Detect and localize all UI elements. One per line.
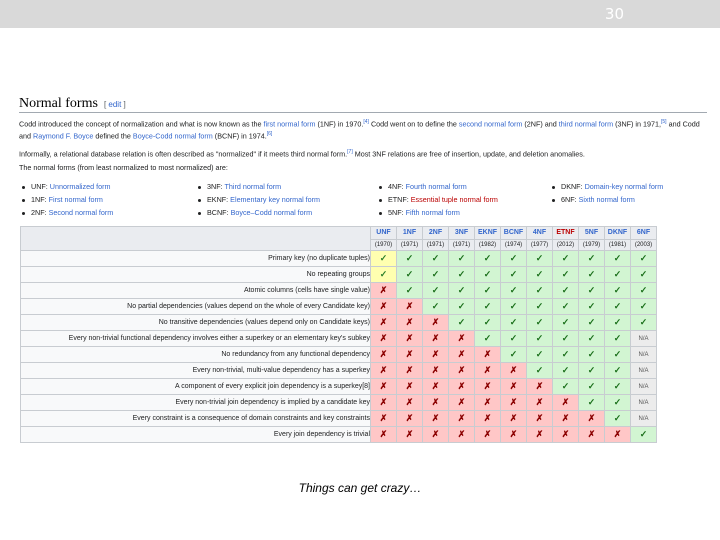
list-abbrev: 1NF: — [31, 195, 49, 204]
check-icon: ✓ — [631, 267, 657, 283]
list-link[interactable]: Third normal form — [224, 182, 282, 191]
cross-icon: ✗ — [423, 347, 449, 363]
list-abbrev: 5NF: — [388, 208, 406, 217]
cross-icon: ✗ — [423, 331, 449, 347]
cross-icon: ✗ — [397, 379, 423, 395]
list-item — [379, 180, 498, 193]
cross-icon: ✗ — [423, 427, 449, 443]
check-icon: ✓ — [423, 283, 449, 299]
check-icon: ✓ — [475, 331, 501, 347]
column-year: (1970) — [371, 240, 397, 251]
table-row — [21, 363, 657, 379]
cross-icon: ✗ — [397, 427, 423, 443]
cross-icon: ✗ — [371, 347, 397, 363]
cross-icon: ✗ — [475, 411, 501, 427]
cross-icon: ✗ — [371, 363, 397, 379]
link-raymond-boyce[interactable]: Raymond F. Boyce — [33, 131, 94, 141]
table-row — [21, 395, 657, 411]
bullet-dot — [22, 199, 25, 202]
bullet-dot — [22, 212, 25, 215]
section-title: Normal forms — [19, 96, 98, 111]
cross-icon: ✗ — [527, 379, 553, 395]
list-link[interactable]: Fifth normal form — [405, 208, 460, 217]
cross-icon: ✗ — [371, 379, 397, 395]
list-link[interactable]: Boyce–Codd normal form — [230, 208, 313, 217]
check-icon: ✓ — [631, 427, 657, 443]
list-abbrev: UNF: — [31, 182, 50, 191]
check-icon: ✓ — [605, 315, 631, 331]
text-run: Codd went on to define the — [368, 119, 459, 129]
column-header[interactable]: 6NF — [631, 227, 657, 240]
check-icon: ✓ — [605, 379, 631, 395]
row-label: No redundancy from any functional dependency — [21, 347, 371, 363]
na-cell: N/A — [631, 379, 657, 395]
check-icon: ✓ — [449, 267, 475, 283]
check-icon: ✓ — [579, 331, 605, 347]
column-year: (2003) — [631, 240, 657, 251]
list-intro: The normal forms (from least normalized to most normalized) are: — [19, 163, 228, 172]
text-run: (3NF) in 1971, — [613, 119, 662, 129]
check-icon: ✓ — [501, 283, 527, 299]
cross-icon: ✗ — [501, 363, 527, 379]
list-item — [22, 180, 113, 193]
cross-icon: ✗ — [449, 331, 475, 347]
table-row — [21, 299, 657, 315]
check-icon: ✓ — [501, 251, 527, 267]
column-header[interactable]: 1NF — [397, 227, 423, 240]
check-icon: ✓ — [579, 347, 605, 363]
check-icon: ✓ — [553, 251, 579, 267]
normal-forms-table — [20, 226, 657, 443]
check-icon: ✓ — [553, 331, 579, 347]
list-link[interactable]: Fourth normal form — [405, 182, 467, 191]
check-icon: ✓ — [579, 363, 605, 379]
header-blank — [21, 227, 371, 251]
table-row — [21, 315, 657, 331]
check-icon: ✓ — [527, 251, 553, 267]
cross-icon: ✗ — [423, 411, 449, 427]
check-icon: ✓ — [397, 251, 423, 267]
row-label: No repeating groups — [21, 267, 371, 283]
column-year: (1971) — [423, 240, 449, 251]
check-icon: ✓ — [631, 283, 657, 299]
check-icon: ✓ — [579, 251, 605, 267]
check-icon: ✓ — [475, 315, 501, 331]
bullet-dot — [379, 186, 382, 189]
check-icon: ✓ — [579, 395, 605, 411]
row-label: Every constraint is a consequence of domain constraints and key constraints — [21, 411, 371, 427]
cross-icon: ✗ — [475, 427, 501, 443]
check-icon: ✓ — [605, 347, 631, 363]
edit-link[interactable]: edit — [108, 100, 122, 109]
list-link[interactable]: Elementary key normal form — [230, 195, 321, 204]
row-label: Every non-trivial functional dependency involves either a superkey or an elementary key's subkey — [21, 331, 371, 347]
cross-icon: ✗ — [475, 379, 501, 395]
check-icon: ✓ — [605, 331, 631, 347]
check-icon: ✓ — [527, 267, 553, 283]
list-abbrev: EKNF: — [207, 195, 231, 204]
row-label: A component of every explicit join dependency is a superkey[8] — [21, 379, 371, 395]
list-link[interactable]: First normal form — [48, 195, 103, 204]
cross-icon: ✗ — [371, 315, 397, 331]
cross-icon: ✗ — [397, 395, 423, 411]
check-icon: ✓ — [579, 267, 605, 283]
bullet-column — [198, 180, 320, 219]
row-label: No transitive dependencies (values depend only on Candidate keys) — [21, 315, 371, 331]
cross-icon: ✗ — [397, 347, 423, 363]
informal-paragraph — [19, 147, 709, 159]
check-icon: ✓ — [501, 267, 527, 283]
check-icon: ✓ — [579, 379, 605, 395]
check-icon: ✓ — [579, 315, 605, 331]
slide-caption: Things can get crazy… — [298, 481, 422, 495]
check-icon: ✓ — [449, 299, 475, 315]
cross-icon: ✗ — [475, 395, 501, 411]
check-icon: ✓ — [527, 299, 553, 315]
column-header[interactable]: DKNF — [605, 227, 631, 240]
cross-icon: ✗ — [501, 379, 527, 395]
section-heading — [19, 96, 126, 112]
edit-link-wrapper: [ edit ] — [103, 100, 126, 109]
bullet-dot — [379, 199, 382, 202]
cross-icon: ✗ — [579, 411, 605, 427]
cross-icon: ✗ — [527, 395, 553, 411]
check-icon: ✓ — [397, 283, 423, 299]
cross-icon: ✗ — [449, 411, 475, 427]
link-third-normal-form[interactable]: third normal form — [558, 119, 614, 129]
table-row — [21, 251, 657, 267]
check-icon: ✓ — [527, 347, 553, 363]
check-icon: ✓ — [501, 299, 527, 315]
check-icon: ✓ — [475, 283, 501, 299]
cross-icon: ✗ — [553, 395, 579, 411]
cross-icon: ✗ — [527, 411, 553, 427]
check-icon: ✓ — [527, 315, 553, 331]
row-label: Every join dependency is trivial — [21, 427, 371, 443]
table-row — [21, 347, 657, 363]
bullet-dot — [198, 186, 201, 189]
list-item — [198, 206, 320, 219]
citation-link[interactable]: [5] — [661, 119, 667, 125]
list-abbrev: 6NF: — [561, 195, 579, 204]
column-header[interactable]: ETNF — [553, 227, 579, 240]
check-icon: ✓ — [553, 315, 579, 331]
bullet-dot — [198, 212, 201, 215]
row-label: No partial dependencies (values depend on the whole of every Candidate key) — [21, 299, 371, 315]
link-second-normal-form[interactable]: second normal form — [458, 119, 523, 129]
cross-icon: ✗ — [449, 347, 475, 363]
check-icon: ✓ — [397, 267, 423, 283]
list-item — [552, 180, 663, 193]
cross-icon: ✗ — [397, 331, 423, 347]
check-icon: ✓ — [605, 251, 631, 267]
heading-divider — [19, 112, 707, 113]
check-icon: ✓ — [605, 395, 631, 411]
list-item — [22, 193, 113, 206]
cross-icon: ✗ — [371, 427, 397, 443]
check-icon: ✓ — [553, 299, 579, 315]
check-icon: ✓ — [527, 363, 553, 379]
cross-icon: ✗ — [371, 283, 397, 299]
text-run: (2NF) and — [522, 119, 559, 129]
bullet-dot — [198, 199, 201, 202]
na-cell: N/A — [631, 395, 657, 411]
check-icon: ✓ — [423, 251, 449, 267]
list-abbrev: 3NF: — [207, 182, 225, 191]
na-cell: N/A — [631, 411, 657, 427]
check-icon: ✓ — [449, 315, 475, 331]
list-abbrev: 2NF: — [31, 208, 49, 217]
bullet-dot — [379, 212, 382, 215]
check-icon: ✓ — [605, 299, 631, 315]
link-first-normal-form[interactable]: first normal form — [263, 119, 316, 129]
check-icon: ✓ — [631, 315, 657, 331]
bullet-dot — [22, 186, 25, 189]
check-icon: ✓ — [553, 267, 579, 283]
slide-header-bar — [0, 0, 720, 28]
table-row — [21, 379, 657, 395]
list-item — [379, 193, 498, 206]
citation-link[interactable]: [4] — [363, 119, 369, 125]
cross-icon: ✗ — [475, 347, 501, 363]
na-cell: N/A — [631, 363, 657, 379]
column-header[interactable]: EKNF — [475, 227, 501, 240]
list-abbrev: BCNF: — [207, 208, 231, 217]
column-year: (1971) — [449, 240, 475, 251]
cross-icon: ✗ — [449, 395, 475, 411]
text-run: (BCNF) in 1974. — [212, 131, 267, 141]
column-header[interactable]: 5NF — [579, 227, 605, 240]
check-icon: ✓ — [449, 251, 475, 267]
na-cell: N/A — [631, 331, 657, 347]
cross-icon: ✗ — [475, 363, 501, 379]
check-icon: ✓ — [501, 315, 527, 331]
na-cell: N/A — [631, 347, 657, 363]
table-header-row — [21, 227, 657, 240]
list-link[interactable]: Sixth normal form — [578, 195, 635, 204]
cross-icon: ✗ — [527, 427, 553, 443]
text-run: Most 3NF relations are free of insertion, update, and deletion anomalies. — [352, 149, 585, 159]
check-icon: ✓ — [605, 363, 631, 379]
column-year: (1981) — [605, 240, 631, 251]
check-icon: ✓ — [631, 299, 657, 315]
column-year: (1977) — [527, 240, 553, 251]
check-icon: ✓ — [605, 267, 631, 283]
table-row — [21, 267, 657, 283]
text-run: defined the — [93, 131, 133, 141]
check-icon: ✓ — [475, 251, 501, 267]
text-run: and Codd and — [19, 119, 700, 141]
list-item — [552, 193, 663, 206]
bullet-dot — [552, 186, 555, 189]
column-header[interactable]: 2NF — [423, 227, 449, 240]
check-icon: ✓ — [371, 267, 397, 283]
cross-icon: ✗ — [371, 299, 397, 315]
check-icon: ✓ — [553, 283, 579, 299]
list-abbrev: 4NF: — [388, 182, 406, 191]
column-year: (1979) — [579, 240, 605, 251]
check-icon: ✓ — [423, 267, 449, 283]
cross-icon: ✗ — [501, 411, 527, 427]
table-row — [21, 283, 657, 299]
link-boyce-codd[interactable]: Boyce-Codd normal form — [132, 131, 213, 141]
check-icon: ✓ — [475, 299, 501, 315]
table-row — [21, 331, 657, 347]
text-run: Codd introduced the concept of normalization and what is now known as the — [19, 119, 264, 129]
bullet-column — [379, 180, 498, 219]
check-icon: ✓ — [553, 363, 579, 379]
table-row — [21, 411, 657, 427]
row-label: Primary key (no duplicate tuples) — [21, 251, 371, 267]
check-icon: ✓ — [501, 331, 527, 347]
bullet-column — [22, 180, 113, 219]
row-label: Every non-trivial join dependency is implied by a candidate key — [21, 395, 371, 411]
citation-link[interactable]: [7] — [347, 149, 353, 155]
list-link[interactable]: Unnormalized form — [49, 182, 111, 191]
text-run: (1NF) in 1970. — [315, 119, 364, 129]
cross-icon: ✗ — [397, 363, 423, 379]
bullet-column — [552, 180, 663, 206]
cross-icon: ✗ — [423, 395, 449, 411]
cross-icon: ✗ — [371, 331, 397, 347]
cross-icon: ✗ — [449, 379, 475, 395]
cross-icon: ✗ — [397, 299, 423, 315]
row-label: Atomic columns (cells have single value) — [21, 283, 371, 299]
intro-paragraph — [19, 117, 709, 142]
table-row — [21, 427, 657, 443]
cross-icon: ✗ — [371, 395, 397, 411]
check-icon: ✓ — [631, 251, 657, 267]
check-icon: ✓ — [553, 347, 579, 363]
list-link[interactable]: Essential tuple normal form — [410, 195, 498, 204]
cross-icon: ✗ — [501, 395, 527, 411]
list-item — [22, 206, 113, 219]
citation-link[interactable]: [6] — [266, 131, 273, 138]
cross-icon: ✗ — [553, 411, 579, 427]
check-icon: ✓ — [423, 299, 449, 315]
check-icon: ✓ — [579, 299, 605, 315]
list-link[interactable]: Domain-key normal form — [584, 182, 664, 191]
cross-icon: ✗ — [605, 427, 631, 443]
cross-icon: ✗ — [449, 363, 475, 379]
list-item — [198, 180, 320, 193]
column-year: (1982) — [475, 240, 501, 251]
list-abbrev: DKNF: — [561, 182, 585, 191]
cross-icon: ✗ — [397, 411, 423, 427]
cross-icon: ✗ — [423, 379, 449, 395]
bullet-dot — [552, 199, 555, 202]
column-year: (1974) — [501, 240, 527, 251]
check-icon: ✓ — [579, 283, 605, 299]
check-icon: ✓ — [527, 283, 553, 299]
cross-icon: ✗ — [501, 427, 527, 443]
list-item — [198, 193, 320, 206]
check-icon: ✓ — [605, 283, 631, 299]
cross-icon: ✗ — [371, 411, 397, 427]
column-header[interactable]: 3NF — [449, 227, 475, 240]
column-year: (2012) — [553, 240, 579, 251]
slide-number: 30 — [604, 5, 624, 23]
cross-icon: ✗ — [397, 315, 423, 331]
column-year: (1971) — [397, 240, 423, 251]
check-icon: ✓ — [449, 283, 475, 299]
column-header[interactable]: 4NF — [527, 227, 553, 240]
cross-icon: ✗ — [449, 427, 475, 443]
cross-icon: ✗ — [553, 427, 579, 443]
list-abbrev: ETNF: — [388, 195, 411, 204]
cross-icon: ✗ — [423, 363, 449, 379]
cross-icon: ✗ — [423, 315, 449, 331]
row-label: Every non-trivial, multi-value dependency has a superkey — [21, 363, 371, 379]
check-icon: ✓ — [605, 411, 631, 427]
check-icon: ✓ — [371, 251, 397, 267]
cross-icon: ✗ — [579, 427, 605, 443]
list-item — [379, 206, 498, 219]
text-run: Informally, a relational database relation is often described as "normalized" if it meets third normal form. — [19, 149, 348, 159]
check-icon: ✓ — [527, 331, 553, 347]
check-icon: ✓ — [475, 267, 501, 283]
column-header[interactable]: UNF — [371, 227, 397, 240]
check-icon: ✓ — [501, 347, 527, 363]
check-icon: ✓ — [553, 379, 579, 395]
column-header[interactable]: BCNF — [501, 227, 527, 240]
list-link[interactable]: Second normal form — [48, 208, 114, 217]
